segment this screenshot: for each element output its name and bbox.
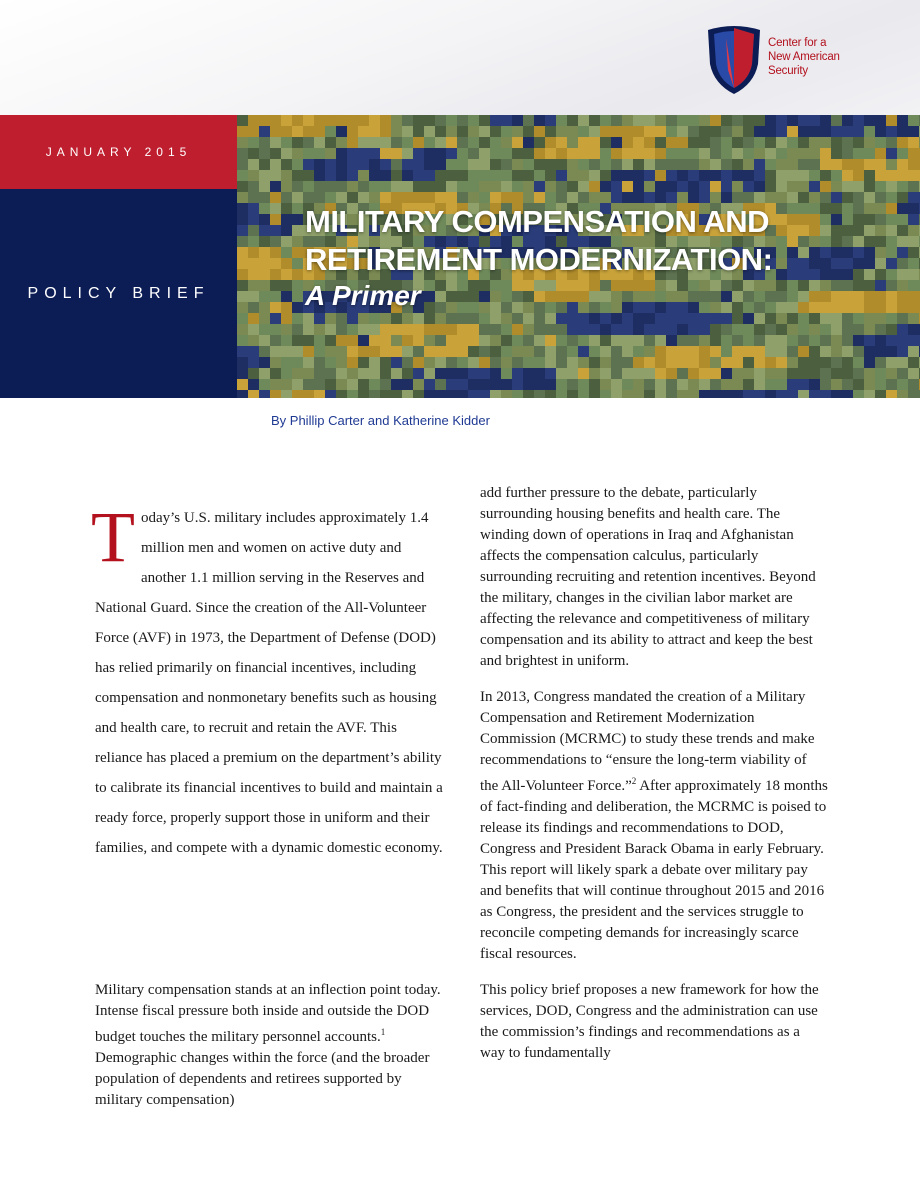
- paragraph-text: Military compensation stands at an inflection point today. Intense fiscal pressure both inside and outside the DOD budget touches the military personnel accounts.: [95, 982, 441, 1045]
- subtitle: A Primer: [305, 280, 421, 311]
- doc-type-banner: [0, 189, 237, 398]
- left-column: [91, 497, 445, 863]
- org-logo[interactable]: [704, 24, 864, 96]
- footnote-ref[interactable]: 1: [380, 1027, 386, 1037]
- paragraph-text: In 2013, Congress mandated the creation of a Military Compensation and Retirement Modernization Commission (MCRMC) to study these trends and make recommendations to “ensure the long-term viability of the All-Volunteer Force.”: [480, 689, 815, 794]
- org-name-line: Security: [768, 65, 808, 77]
- paragraph-text: After approximately 18 months of fact-finding and deliberation, the MCRMC is poised to release its findings and recommendations to DOD, Congress and President Barack Obama in early February. This report will likely spark a debate over military pay and benefits that will continue throughout 2015 and 2016 as Congress, the president and the services struggle to reconcile competing demands for increasingly scarce fiscal resources.: [480, 778, 828, 962]
- org-name-line: Center for a: [768, 37, 827, 49]
- title-block: [305, 203, 905, 313]
- lead-paragraph: [91, 497, 445, 863]
- body-paragraph: add further pressure to the debate, particularly surrounding housing benefits and health care. The winding down of operations in Iraq and Afghanistan affects the compensation calculus, particularly surrounding recruiting and retention incentives. Beyond the military, changes in the civilian labor market are affecting the relevance and competitiveness of military compensation and its ability to attract and keep the best and brightest in uniform.: [480, 485, 816, 669]
- title-line: MILITARY COMPENSATION AND: [305, 204, 769, 239]
- body-paragraph: [480, 687, 828, 965]
- footnote-ref[interactable]: 2: [631, 776, 637, 786]
- org-name-line: New American: [768, 51, 840, 63]
- document-type: POLICY BRIEF: [27, 284, 210, 302]
- body-paragraph: [95, 980, 445, 1111]
- shield-icon: [704, 24, 764, 96]
- left-column-paragraph: [95, 980, 445, 1111]
- paragraph-text: Demographic changes within the force (and the broader population of dependents and retirees supported by military compensation): [95, 1050, 430, 1108]
- right-column: [480, 483, 828, 1079]
- lead-text: oday’s U.S. military includes approximately 1.4 million men and women on active duty and another 1.1 million serving in the Reserves and National Guard. Since the creation of the All-Volunteer Force (AVF) in 1973, the Department of Defense (DOD) has relied primarily on financial incentives, including compensation and nonmonetary benefits such as housing and health care, to recruit and retain the AVF. This reliance has placed a premium on the department’s ability to calibrate its financial incentives to build and maintain a ready force, properly support those in uniform and their families, and compete with a dynamic domestic economy.: [95, 510, 443, 856]
- byline: By Phillip Carter and Katherine Kidder: [271, 413, 490, 428]
- body-paragraph: This policy brief proposes a new framework for how the services, DOD, Congress and the administration can use the commission’s findings and recommendations as a way to fundamentally: [480, 982, 819, 1061]
- title-line: RETIREMENT MODERNIZATION:: [305, 242, 773, 277]
- drop-cap: T: [91, 497, 135, 577]
- publication-date: JANUARY 2015: [45, 145, 192, 159]
- org-name: [768, 36, 868, 78]
- date-banner: [0, 115, 237, 189]
